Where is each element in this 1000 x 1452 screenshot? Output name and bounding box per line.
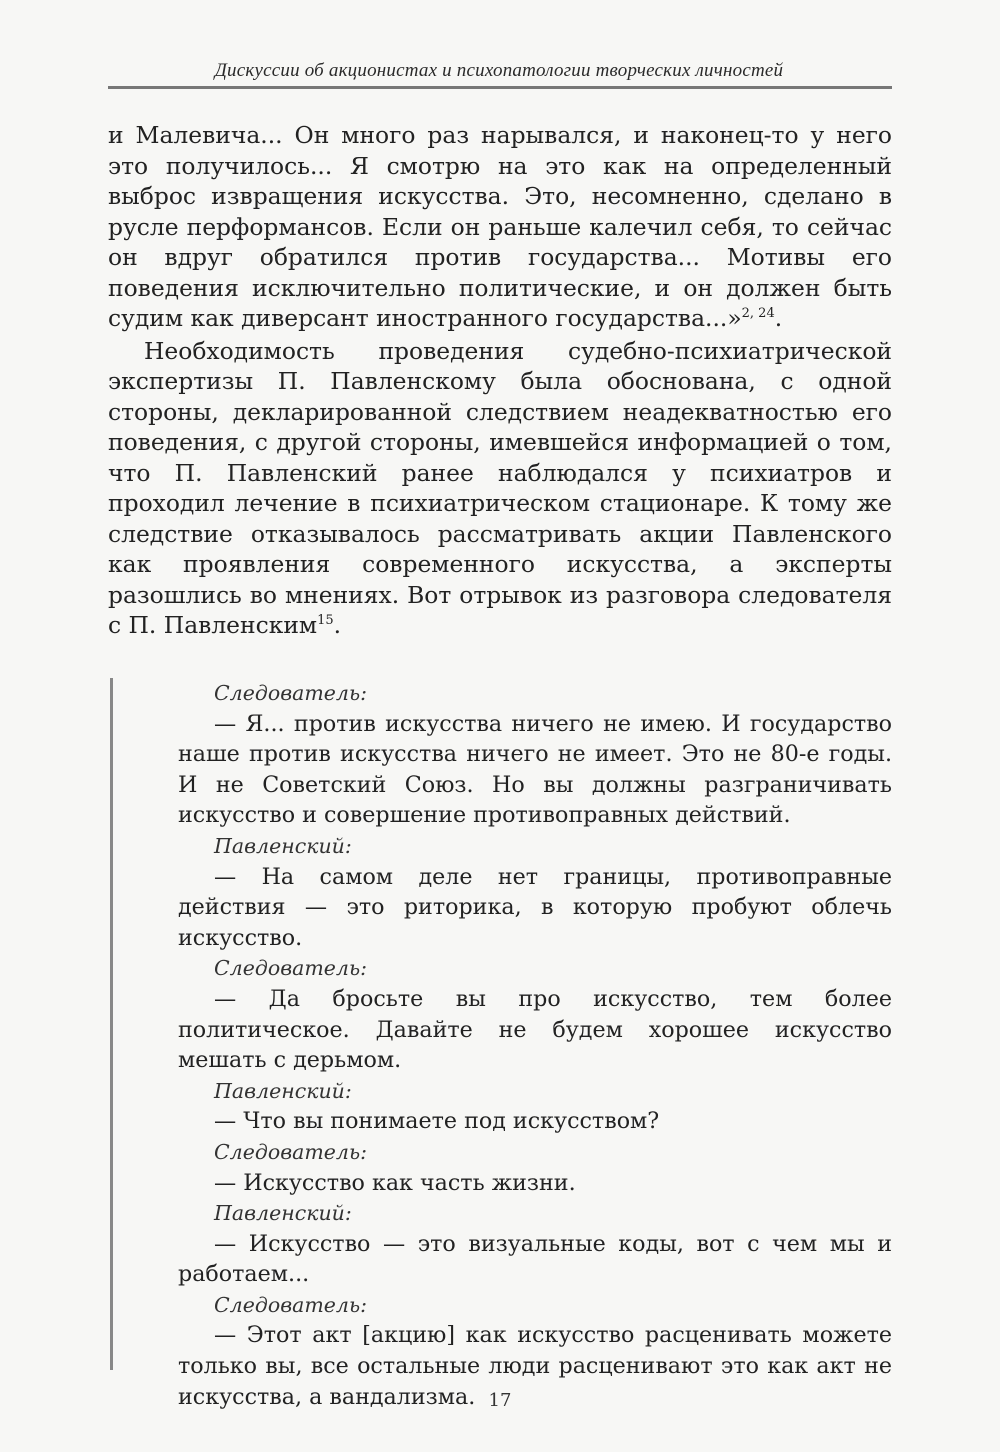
header-rule (108, 86, 892, 89)
speaker-label: Павленский: (214, 833, 352, 858)
paragraph-2-text: Необходимость проведения судебно-психиатрической экспертизы П. Павленскому была обоснована, с одной стороны, декларированной следствием неадекватностью его поведения, с другой стороны, имевшейся информацией о том, что П. Павленский ранее наблюдался у психиатров и проходил лечение в психиатрическом стационаре. К тому же следствие отказывалось рассматривать акции Павленского как проявления современного искусства, а эксперты разошлись во мнениях. Вот отрывок из разговора следователя с П. Павленским (108, 336, 892, 639)
speaker-label: Павленский: (214, 1201, 352, 1226)
paragraph-2 (108, 336, 892, 641)
dialogue-line: — На самом деле нет границы, противоправные действия — это риторика, в которую пробуют облечь искусство. (178, 863, 892, 951)
page-number: 17 (488, 1390, 512, 1411)
dialogue-line: — Искусство как часть жизни. (214, 1169, 576, 1196)
speaker-label: Павленский: (214, 1078, 352, 1103)
paragraph-1-end: . (774, 304, 783, 332)
running-head: Дискуссии об акционистах и психопатологии творческих личностей (214, 60, 784, 81)
paragraph-1 (108, 120, 892, 334)
dialogue-line: — Искусство — это визуальные коды, вот с чем мы и работаем... (178, 1230, 892, 1288)
dialogue-quote (178, 678, 892, 1412)
dialogue-line: — Что вы понимаете под искусством? (214, 1108, 660, 1135)
dialogue-line: — Этот акт [акцию] как искусство расценивать можете только вы, все остальные люди расценивают это как акт не искусства, а вандализма. (178, 1322, 892, 1410)
paragraph-2-end: . (333, 611, 342, 639)
speaker-label: Следователь: (214, 956, 368, 981)
footnote-ref-2-24: 2, 24 (741, 306, 775, 321)
body-text (108, 120, 892, 641)
speaker-label: Следователь: (214, 1139, 368, 1164)
quote-bar (110, 678, 113, 1370)
paragraph-1-text: и Малевича... Он много раз нарывался, и наконец-то у него это получилось... Я смотрю на это как на определенный выброс извращения искусства. Это, несомненно, сделано в русле перформансов. Если он раньше калечил себя, то сейчас он вдруг обратился против государства... Мотивы его поведения исключительно политические, и он должен быть судим как диверсант иностранного государства...» (108, 121, 892, 332)
footnote-ref-15: 15 (317, 613, 334, 628)
speaker-label: Следователь: (214, 1292, 368, 1317)
speaker-label: Следователь: (214, 681, 368, 705)
dialogue-line: — Я... против искусства ничего не имею. И государство наше против искусства ничего не имеет. Это не 80-е годы. И не Советский Союз. Но вы должны разграничивать искусство и совершение противоправных действий. (178, 710, 892, 829)
dialogue-line: — Да бросьте вы про искусство, тем более политическое. Давайте не будем хорошее искусство мешать с дерьмом. (178, 985, 892, 1074)
